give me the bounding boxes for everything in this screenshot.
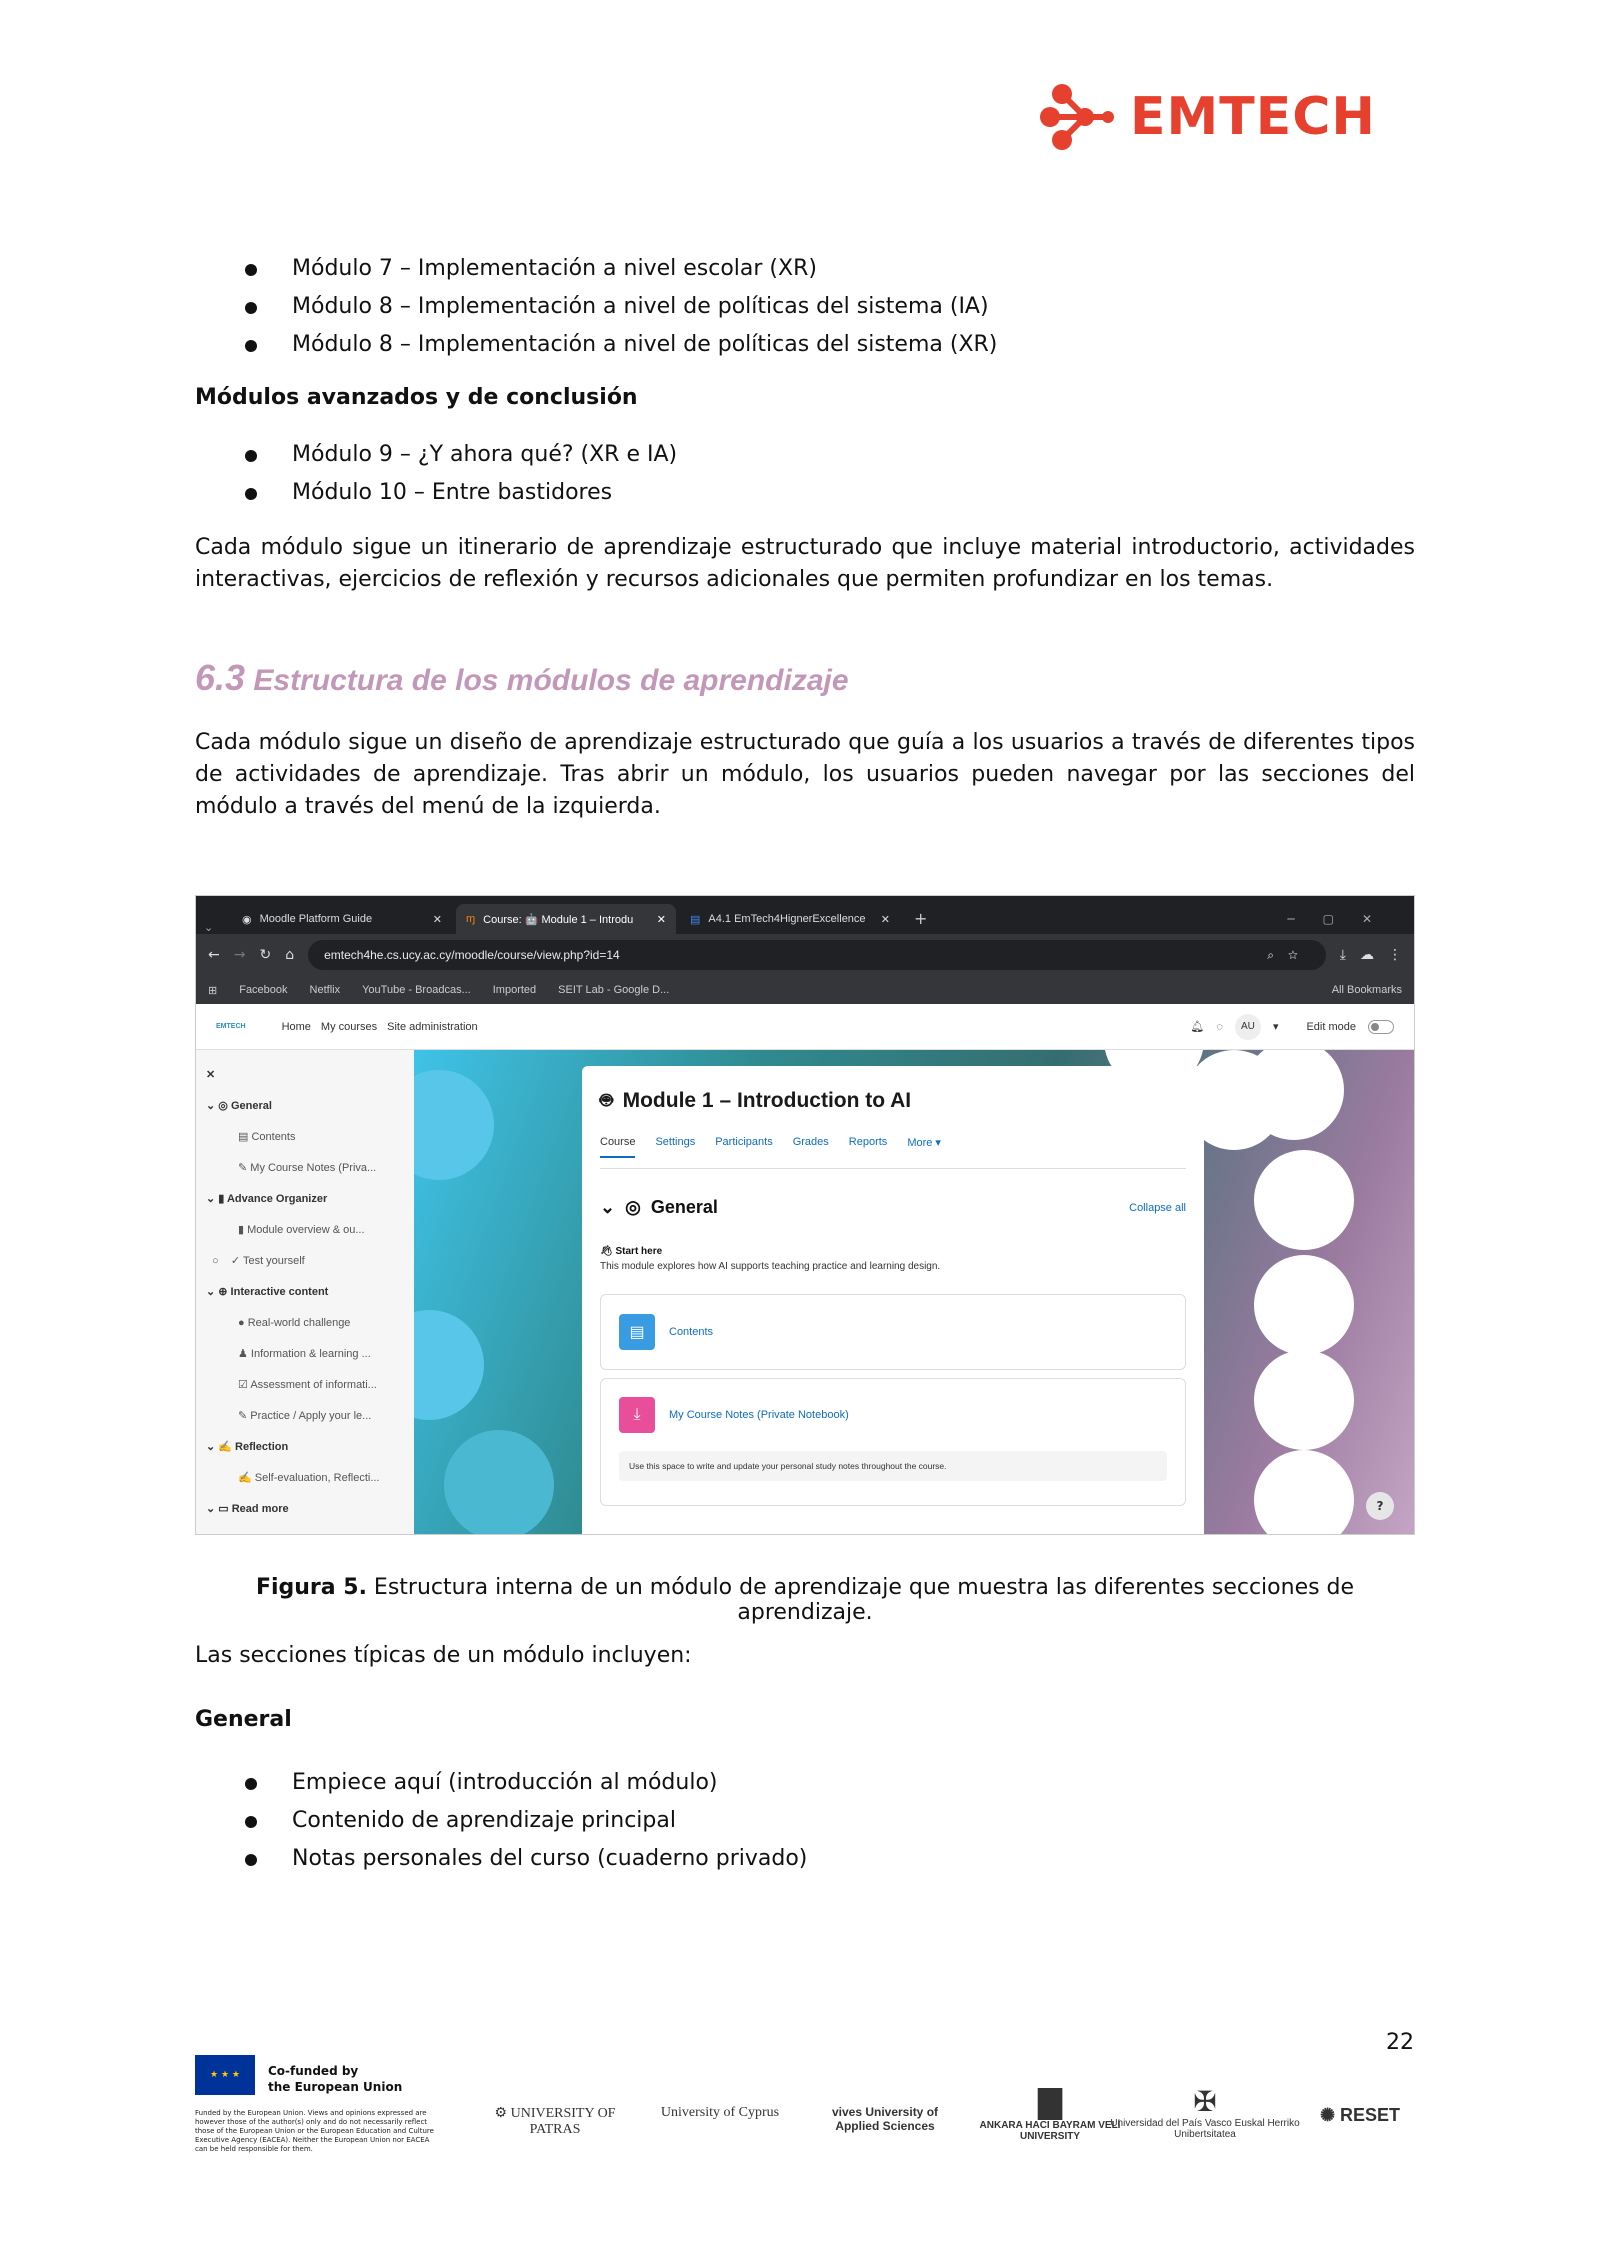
- general-section-header: [600, 1197, 1186, 1218]
- bookmark-imported[interactable]: Imported: [492, 984, 537, 996]
- tab-label: Course: 🤖 Module 1 – Introdu: [483, 913, 634, 926]
- download-icon[interactable]: ⤓: [1339, 947, 1346, 963]
- notebook-icon: ⤓: [619, 1397, 655, 1433]
- eu-title: Co-funded by the European Union: [268, 2064, 403, 2094]
- section-number: 6.3: [195, 657, 246, 698]
- list-item: Módulo 7 – Implementación a nivel escolar (XR): [195, 250, 1415, 288]
- course-card: [582, 1066, 1204, 1534]
- edit-mode-label: Edit mode: [1306, 1020, 1356, 1033]
- index-item[interactable]: ✎ My Course Notes (Priva...: [238, 1162, 377, 1174]
- robot-icon: 🤖︎: [600, 1089, 613, 1112]
- index-item[interactable]: ✍ Self-evaluation, Reflecti...: [238, 1472, 380, 1484]
- general-icon: ◎: [625, 1197, 641, 1217]
- chevron-down-icon[interactable]: ⌄: [600, 1197, 616, 1217]
- edit-mode-toggle[interactable]: [1368, 1020, 1394, 1034]
- back-icon[interactable]: ←: [208, 947, 220, 963]
- course-background: [414, 1050, 1414, 1534]
- logo-text: EMTECH: [1130, 87, 1376, 147]
- caption-label: Figura 5.: [255, 1575, 367, 1600]
- ehu-logo-icon: ✠: [1193, 2086, 1217, 2117]
- bell-icon[interactable]: 🔔︎: [1190, 1021, 1205, 1033]
- tab-reports[interactable]: Reports: [848, 1136, 888, 1148]
- moodle-body: [196, 1050, 1414, 1534]
- apps-icon[interactable]: ⊞: [208, 984, 218, 997]
- eu-flag-icon: ★ ★ ★: [195, 2055, 255, 2095]
- start-here-label: 👋︎ Start here: [600, 1246, 663, 1257]
- section-heading: [195, 657, 1415, 698]
- main-content: [195, 250, 1415, 823]
- paragraph-2: Cada módulo sigue un diseño de aprendizaje estructurado que guía a los usuarios a través de diferentes tipos de actividades de aprendizaje. Tras abrir un módulo, los usuarios pueden navegar por las secciones del módulo a través del menú de la izquierda.: [195, 730, 1415, 819]
- list-item: Notas personales del curso (cuaderno privado): [195, 1840, 1415, 1878]
- chat-icon[interactable]: ◌: [1216, 1020, 1223, 1033]
- bookmark-netflix[interactable]: Netflix: [309, 984, 341, 996]
- tab-label: Moodle Platform Guide: [259, 913, 373, 925]
- nav-home[interactable]: Home: [281, 1020, 311, 1033]
- partner-vives: vives University of Applied Sciences: [831, 2105, 939, 2133]
- bookmark-youtube[interactable]: YouTube - Broadcas...: [362, 984, 471, 996]
- nav-my-courses[interactable]: My courses: [320, 1020, 378, 1033]
- collapse-all-link[interactable]: Collapse all: [1129, 1201, 1186, 1214]
- emtech-logo: [1040, 82, 1376, 152]
- paragraph-1: Cada módulo sigue un itinerario de aprendizaje estructurado que incluye material introductorio, actividades interactivas, ejercicios de reflexión y recursos adicionales que permiten profundizar en los temas.: [195, 535, 1415, 592]
- extension-icon[interactable]: ☁: [1360, 947, 1374, 963]
- list-item: Módulo 8 – Implementación a nivel de políticas del sistema (IA): [195, 288, 1415, 326]
- url-text: emtech4he.cs.ucy.ac.cy/moodle/course/view.php?id=14: [324, 948, 620, 962]
- close-index-icon[interactable]: ✕: [206, 1069, 216, 1081]
- bookmarks-bar: [196, 976, 1414, 1004]
- browser-tab[interactable]: [232, 904, 452, 934]
- moodle-icon: ◉: [242, 913, 252, 926]
- caption-text: Estructura interna de un módulo de aprendizaje que muestra las diferentes secciones de aprendizaje.: [366, 1575, 1355, 1625]
- lower-intro: Las secciones típicas de un módulo incluyen:: [195, 1643, 692, 1668]
- general-heading: General: [195, 1707, 292, 1732]
- general-bullet-list: [195, 1764, 1415, 1878]
- avatar[interactable]: AU: [1235, 1014, 1261, 1040]
- bookmark-seit-lab[interactable]: SEIT Lab - Google D...: [558, 984, 670, 996]
- eu-disclaimer: Funded by the European Union. Views and opinions expressed are however those of the author(s) only and do not necessarily reflect those of the European Union or the European Education and Culture Executive Agency (EACEA). Neither the European Union nor EACEA can be held responsible for them.: [195, 2109, 434, 2153]
- partner-ehu: ✠ Universidad del País Vasco Euskal Herriko Unibertsitatea: [1110, 2086, 1300, 2140]
- browser-tabbar: [196, 896, 1414, 934]
- activity-notes[interactable]: [600, 1378, 1186, 1506]
- index-section[interactable]: ⌄ ◎ General: [206, 1100, 272, 1112]
- index-item[interactable]: ☑ Assessment of informati...: [238, 1379, 377, 1391]
- figure-caption: [195, 1575, 1415, 1625]
- address-bar-row: [196, 934, 1414, 976]
- tab-settings[interactable]: Settings: [655, 1136, 696, 1148]
- list-item: Módulo 9 – ¿Y ahora qué? (XR e IA): [195, 436, 1415, 474]
- general-title: General: [650, 1197, 718, 1217]
- all-bookmarks[interactable]: All Bookmarks: [1331, 984, 1402, 996]
- activity-contents[interactable]: [600, 1294, 1186, 1370]
- index-item[interactable]: ○ ✓ Test yourself: [212, 1255, 305, 1267]
- moodle-icon: ɱ: [466, 913, 476, 925]
- site-logo[interactable]: EMTECH: [216, 1023, 246, 1030]
- menu-icon[interactable]: ⋮: [1388, 947, 1402, 963]
- window-controls-icon[interactable]: ─▢✕: [1287, 912, 1400, 926]
- eu-funding-block: [195, 2055, 435, 2154]
- course-title: 🤖︎ Module 1 – Introduction to AI: [600, 1086, 1186, 1116]
- nav-site-admin[interactable]: Site administration: [387, 1020, 478, 1033]
- partner-cyprus: University of Cyprus: [660, 2105, 780, 2120]
- advanced-bullet-list: [195, 436, 1415, 512]
- list-item: Contenido de aprendizaje principal: [195, 1802, 1415, 1840]
- tab-search-icon[interactable]: ⌄: [204, 921, 214, 934]
- index-section[interactable]: ⌄ ▮ Advance Organizer: [206, 1193, 328, 1205]
- list-item: Empiece aquí (introducción al módulo): [195, 1764, 1415, 1802]
- partner-reset: ✺ RESET: [1319, 2105, 1401, 2125]
- index-item[interactable]: ▮ Module overview & ou...: [238, 1224, 365, 1236]
- index-section[interactable]: ⌄ ✍ Reflection: [206, 1441, 289, 1453]
- emtech-logo-icon: [1040, 82, 1120, 152]
- new-tab-icon[interactable]: +: [914, 909, 928, 928]
- activity-note: Use this space to write and update your personal study notes throughout the course.: [619, 1451, 1167, 1481]
- index-item[interactable]: ▤ Contents: [238, 1131, 296, 1143]
- bookmark-facebook[interactable]: Facebook: [239, 984, 288, 996]
- browser-tab-active[interactable]: [456, 904, 676, 934]
- close-icon[interactable]: ✕: [432, 913, 442, 926]
- footer: [195, 2055, 1415, 2205]
- tab-grades[interactable]: Grades: [792, 1136, 829, 1148]
- lower-content: [195, 1640, 1415, 1878]
- zoom-star-icon[interactable]: ⌕☆: [1267, 947, 1312, 962]
- moodle-screenshot: [195, 895, 1415, 1535]
- page-icon: ▤: [619, 1314, 655, 1350]
- tab-course[interactable]: Course: [600, 1136, 635, 1158]
- list-item: Módulo 8 – Implementación a nivel de políticas del sistema (XR): [195, 326, 1415, 364]
- course-tabs: [600, 1136, 1186, 1169]
- close-icon[interactable]: ✕: [880, 913, 890, 926]
- index-section[interactable]: ⌄ ▭ Read more: [206, 1503, 289, 1515]
- forward-icon[interactable]: →: [233, 947, 246, 963]
- course-index: [196, 1050, 414, 1534]
- partner-patras: ⚙ UNIVERSITY OF PATRAS: [494, 2106, 616, 2137]
- home-icon[interactable]: ⌂: [285, 947, 295, 963]
- list-item: Módulo 10 – Entre bastidores: [195, 474, 1415, 512]
- page-number: 22: [1386, 2030, 1414, 2055]
- partner-ankara: ▇ ANKARA HACI BAYRAM VELİ UNIVERSITY: [975, 2085, 1125, 2142]
- tab-participants[interactable]: Participants: [715, 1136, 773, 1148]
- index-item[interactable]: ♟ Information & learning ...: [238, 1348, 371, 1360]
- reload-icon[interactable]: ↻: [259, 947, 272, 963]
- help-button[interactable]: ?: [1366, 1492, 1394, 1520]
- top-bullet-list: [195, 250, 1415, 364]
- index-item[interactable]: ● Real-world challenge: [238, 1317, 351, 1329]
- docs-icon: ▤: [690, 913, 701, 926]
- moodle-navbar: [196, 1004, 1414, 1050]
- chevron-down-icon[interactable]: ▾: [1272, 1021, 1279, 1033]
- index-section[interactable]: ⌄ ⊕ Interactive content: [206, 1286, 329, 1298]
- tab-label: A4.1 EmTech4HignerExcellence: [708, 913, 866, 925]
- section-title: Estructura de los módulos de aprendizaje: [253, 664, 849, 697]
- activity-link[interactable]: My Course Notes (Private Notebook): [669, 1409, 849, 1421]
- url-field[interactable]: [308, 940, 1326, 970]
- hbv-logo-icon: ▇: [1038, 2086, 1062, 2119]
- advanced-heading: Módulos avanzados y de conclusión: [195, 385, 638, 410]
- close-icon[interactable]: ✕: [656, 913, 666, 926]
- start-here-desc: This module explores how AI supports teaching practice and learning design.: [600, 1261, 941, 1272]
- index-item[interactable]: ✎ Practice / Apply your le...: [238, 1410, 372, 1422]
- tab-more[interactable]: More ▾: [907, 1137, 941, 1149]
- browser-tab[interactable]: [680, 904, 900, 934]
- activity-link[interactable]: Contents: [669, 1326, 714, 1338]
